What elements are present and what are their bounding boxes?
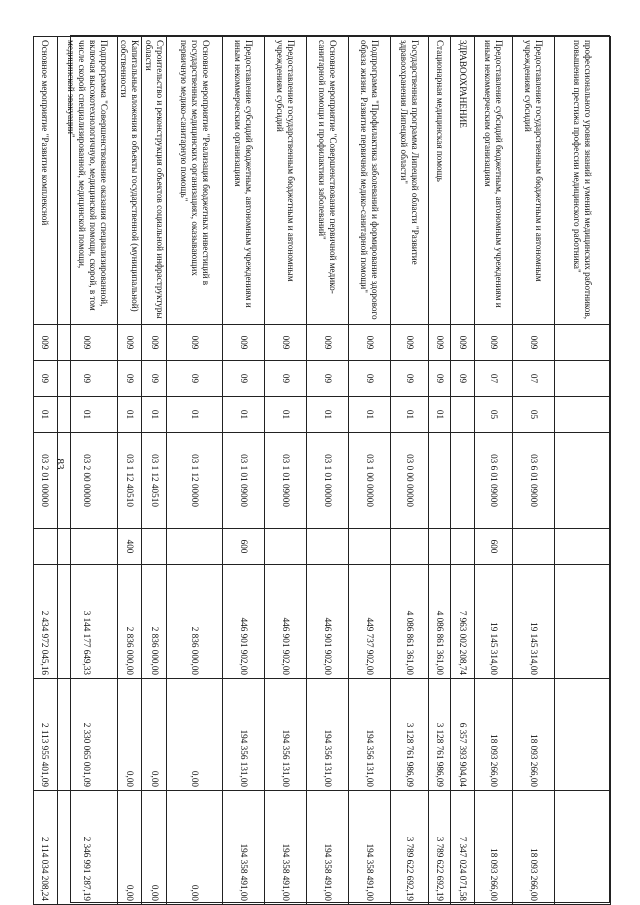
expense-type-cell xyxy=(57,529,117,565)
amount-year1-cell: 4 086 861 361,00 xyxy=(391,565,429,679)
subsection-code-cell: 01 xyxy=(265,397,307,433)
admin-code-cell: 009 xyxy=(451,325,475,361)
section-code-cell: 07 xyxy=(513,361,555,397)
amount-year1-cell: 7 963 002 208,74 xyxy=(451,565,475,679)
section-code-cell: 07 xyxy=(475,361,513,397)
amount-year1-cell: 2 836 000,00 xyxy=(142,565,167,679)
amount-year1-cell: 446 901 902,00 xyxy=(265,565,307,679)
amount-year2-cell: 194 356 131,00 xyxy=(307,679,349,791)
amount-year3-cell: 194 358 491,00 xyxy=(223,791,265,905)
section-code-cell: 09 xyxy=(57,361,117,397)
target-article-cell: 03 2 01 00000 xyxy=(33,433,57,529)
budget-table xyxy=(33,36,611,905)
amount-year1-cell: 449 737 902,00 xyxy=(349,565,391,679)
admin-code-cell: 009 xyxy=(142,325,167,361)
page-number: 83 xyxy=(54,458,66,470)
target-article-cell: 03 1 12 00000 xyxy=(167,433,223,529)
amount-year2-cell: 2 330 065 001,09 xyxy=(57,679,117,791)
table-row xyxy=(117,37,142,905)
amount-year2-cell: 3 128 761 986,09 xyxy=(391,679,429,791)
target-article-cell: 03 1 01 09000 xyxy=(265,433,307,529)
table-row xyxy=(451,37,475,905)
subsection-code-cell: 01 xyxy=(33,397,57,433)
section-code-cell xyxy=(555,361,611,397)
section-code-cell: 09 xyxy=(451,361,475,397)
subsection-code-cell: 01 xyxy=(167,397,223,433)
expense-type-cell xyxy=(451,529,475,565)
section-code-cell: 09 xyxy=(265,361,307,397)
admin-code-cell: 009 xyxy=(223,325,265,361)
amount-year3-cell: 0,00 xyxy=(167,791,223,905)
row-name-cell: Предоставление государственным бюджетным и автономным учреждениям субсидий xyxy=(265,37,307,325)
row-name-cell: Предоставление государственным бюджетным и автономным учреждениям субсидий xyxy=(513,37,555,325)
amount-year3-cell: 18 093 266,00 xyxy=(513,791,555,905)
amount-year2-cell: 194 356 131,00 xyxy=(349,679,391,791)
target-article-cell xyxy=(555,433,611,529)
admin-code-cell: 009 xyxy=(513,325,555,361)
amount-year1-cell: 3 144 177 649,33 xyxy=(57,565,117,679)
amount-year2-cell: 0,00 xyxy=(167,679,223,791)
target-article-cell: 03 1 12 40510 xyxy=(142,433,167,529)
amount-year3-cell: 3 789 622 692,19 xyxy=(391,791,429,905)
section-code-cell: 09 xyxy=(167,361,223,397)
amount-year2-cell: 0,00 xyxy=(142,679,167,791)
admin-code-cell: 009 xyxy=(429,325,451,361)
amount-year1-cell: 19 145 314,00 xyxy=(513,565,555,679)
row-name-cell: Стационарная медицинская помощь xyxy=(429,37,451,325)
table-row xyxy=(223,37,265,905)
table-row xyxy=(349,37,391,905)
amount-year3-cell: 2 346 991 287,19 xyxy=(57,791,117,905)
subsection-code-cell: 01 xyxy=(307,397,349,433)
subsection-code-cell: 01 xyxy=(223,397,265,433)
target-article-cell: 03 1 12 40510 xyxy=(117,433,142,529)
section-code-cell: 09 xyxy=(33,361,57,397)
subsection-code-cell: 01 xyxy=(142,397,167,433)
subsection-code-cell: 05 xyxy=(475,397,513,433)
admin-code-cell: 009 xyxy=(307,325,349,361)
admin-code-cell xyxy=(555,325,611,361)
amount-year3-cell: 0,00 xyxy=(117,791,142,905)
table-row xyxy=(429,37,451,905)
admin-code-cell: 009 xyxy=(349,325,391,361)
row-name-cell: профессионального уровня знаний и умений медицинских работников, повышения престижа профессии медицинского работника" xyxy=(555,37,611,325)
admin-code-cell: 009 xyxy=(117,325,142,361)
row-name-cell: Предоставление субсидий бюджетным, автономным учреждениям и иным некоммерческим организациям xyxy=(223,37,265,325)
expense-type-cell: 600 xyxy=(223,529,265,565)
amount-year2-cell: 18 093 266,00 xyxy=(475,679,513,791)
row-name-cell: Строительство и реконструкция объектов социальной инфраструктуры области xyxy=(142,37,167,325)
amount-year1-cell xyxy=(555,565,611,679)
row-name-cell: Капитальные вложения в объекты государственной (муниципальной) собственности xyxy=(117,37,142,325)
subsection-code-cell: 01 xyxy=(57,397,117,433)
target-article-cell: 03 1 01 00000 xyxy=(307,433,349,529)
amount-year2-cell xyxy=(555,679,611,791)
expense-type-cell xyxy=(513,529,555,565)
section-code-cell: 09 xyxy=(223,361,265,397)
table-row xyxy=(555,37,611,905)
amount-year2-cell: 194 356 131,00 xyxy=(265,679,307,791)
target-article-cell xyxy=(451,433,475,529)
expense-type-cell xyxy=(167,529,223,565)
target-article-cell xyxy=(429,433,451,529)
amount-year1-cell: 2 836 000,00 xyxy=(167,565,223,679)
admin-code-cell: 009 xyxy=(167,325,223,361)
subsection-code-cell xyxy=(555,397,611,433)
admin-code-cell: 009 xyxy=(265,325,307,361)
expense-type-cell xyxy=(349,529,391,565)
amount-year3-cell xyxy=(555,791,611,905)
target-article-cell: 03 1 01 09000 xyxy=(223,433,265,529)
row-name-cell: Основное мероприятие "Развитие комплексной xyxy=(33,37,57,325)
subsection-code-cell: 01 xyxy=(349,397,391,433)
target-article-cell: 03 6 01 09000 xyxy=(475,433,513,529)
expense-type-cell xyxy=(555,529,611,565)
section-code-cell: 09 xyxy=(117,361,142,397)
target-article-cell: 03 6 01 09000 xyxy=(513,433,555,529)
expense-type-cell xyxy=(391,529,429,565)
row-name-cell: Основное мероприятие "Совершенствование первичной медико-санитарной помощи и профилактики заболеваний" xyxy=(307,37,349,325)
section-code-cell: 09 xyxy=(391,361,429,397)
subsection-code-cell: 05 xyxy=(513,397,555,433)
table-row xyxy=(167,37,223,905)
admin-code-cell: 009 xyxy=(57,325,117,361)
table-row xyxy=(33,37,57,905)
amount-year3-cell: 18 093 266,00 xyxy=(475,791,513,905)
row-name-cell: Государственная программа Липецкой области "Развитие здравоохранения Липецкой области" xyxy=(391,37,429,325)
admin-code-cell: 009 xyxy=(33,325,57,361)
amount-year1-cell: 446 901 902,00 xyxy=(223,565,265,679)
section-code-cell: 09 xyxy=(429,361,451,397)
amount-year3-cell: 194 358 491,00 xyxy=(349,791,391,905)
table-row xyxy=(265,37,307,905)
expense-type-cell xyxy=(307,529,349,565)
amount-year2-cell: 194 356 131,00 xyxy=(223,679,265,791)
subsection-code-cell: 01 xyxy=(117,397,142,433)
target-article-cell: 03 2 00 00000 xyxy=(57,433,117,529)
amount-year2-cell: 0,00 xyxy=(117,679,142,791)
admin-code-cell: 009 xyxy=(391,325,429,361)
amount-year1-cell: 2 836 000,00 xyxy=(117,565,142,679)
table-row xyxy=(475,37,513,905)
amount-year2-cell: 18 093 266,00 xyxy=(513,679,555,791)
amount-year1-cell: 446 901 902,00 xyxy=(307,565,349,679)
section-code-cell: 09 xyxy=(349,361,391,397)
target-article-cell: 03 1 00 00000 xyxy=(349,433,391,529)
table-row xyxy=(391,37,429,905)
amount-year2-cell: 3 128 761 986,09 xyxy=(429,679,451,791)
rotated-content xyxy=(40,36,611,904)
amount-year3-cell: 2 114 034 208,24 xyxy=(33,791,57,905)
amount-year3-cell: 3 789 622 692,19 xyxy=(429,791,451,905)
expense-type-cell: 600 xyxy=(475,529,513,565)
expense-type-cell xyxy=(142,529,167,565)
expense-type-cell xyxy=(265,529,307,565)
subsection-code-cell: 01 xyxy=(429,397,451,433)
amount-year3-cell: 194 358 491,00 xyxy=(307,791,349,905)
section-code-cell: 09 xyxy=(307,361,349,397)
amount-year2-cell: 2 113 955 401,09 xyxy=(33,679,57,791)
subsection-code-cell xyxy=(451,397,475,433)
amount-year1-cell: 4 086 861 361,00 xyxy=(429,565,451,679)
target-article-cell: 03 0 00 00000 xyxy=(391,433,429,529)
expense-type-cell xyxy=(33,529,57,565)
table-row xyxy=(307,37,349,905)
row-name-cell: ЗДРАВООХРАНЕНИЕ xyxy=(451,37,475,325)
expense-type-cell xyxy=(429,529,451,565)
row-name-cell: Предоставление субсидий бюджетным, автономным учреждениям и иным некоммерческим организациям xyxy=(475,37,513,325)
amount-year2-cell: 6 357 393 904,04 xyxy=(451,679,475,791)
amount-year1-cell: 19 145 314,00 xyxy=(475,565,513,679)
amount-year3-cell: 194 358 491,00 xyxy=(265,791,307,905)
row-name-cell: Подпрограмма "Профилактика заболеваний и формирование здорового образа жизни. Развитие первичной медико-санитарной помощи" xyxy=(349,37,391,325)
table-row xyxy=(57,37,117,905)
table-row xyxy=(142,37,167,905)
section-code-cell: 09 xyxy=(142,361,167,397)
row-name-cell: Основное мероприятие "Реализация бюджетных инвестиций в государственных медицинских организациях, оказывающих первичную медико-санитарную помощь" xyxy=(167,37,223,325)
budget-table-page xyxy=(40,35,610,903)
amount-year3-cell: 7 347 024 071,58 xyxy=(451,791,475,905)
expense-type-cell: 400 xyxy=(117,529,142,565)
row-name-cell: Подпрограмма "Совершенствование оказания специализированной, включая высокотехнологичную, медицинской помощи, скорой, в том числе скорой специализированной, медицинской помощи, медицинской эвакуации" xyxy=(57,37,117,325)
amount-year1-cell: 2 434 972 045,16 xyxy=(33,565,57,679)
table-row xyxy=(513,37,555,905)
subsection-code-cell: 01 xyxy=(391,397,429,433)
amount-year3-cell: 0,00 xyxy=(142,791,167,905)
admin-code-cell: 009 xyxy=(475,325,513,361)
